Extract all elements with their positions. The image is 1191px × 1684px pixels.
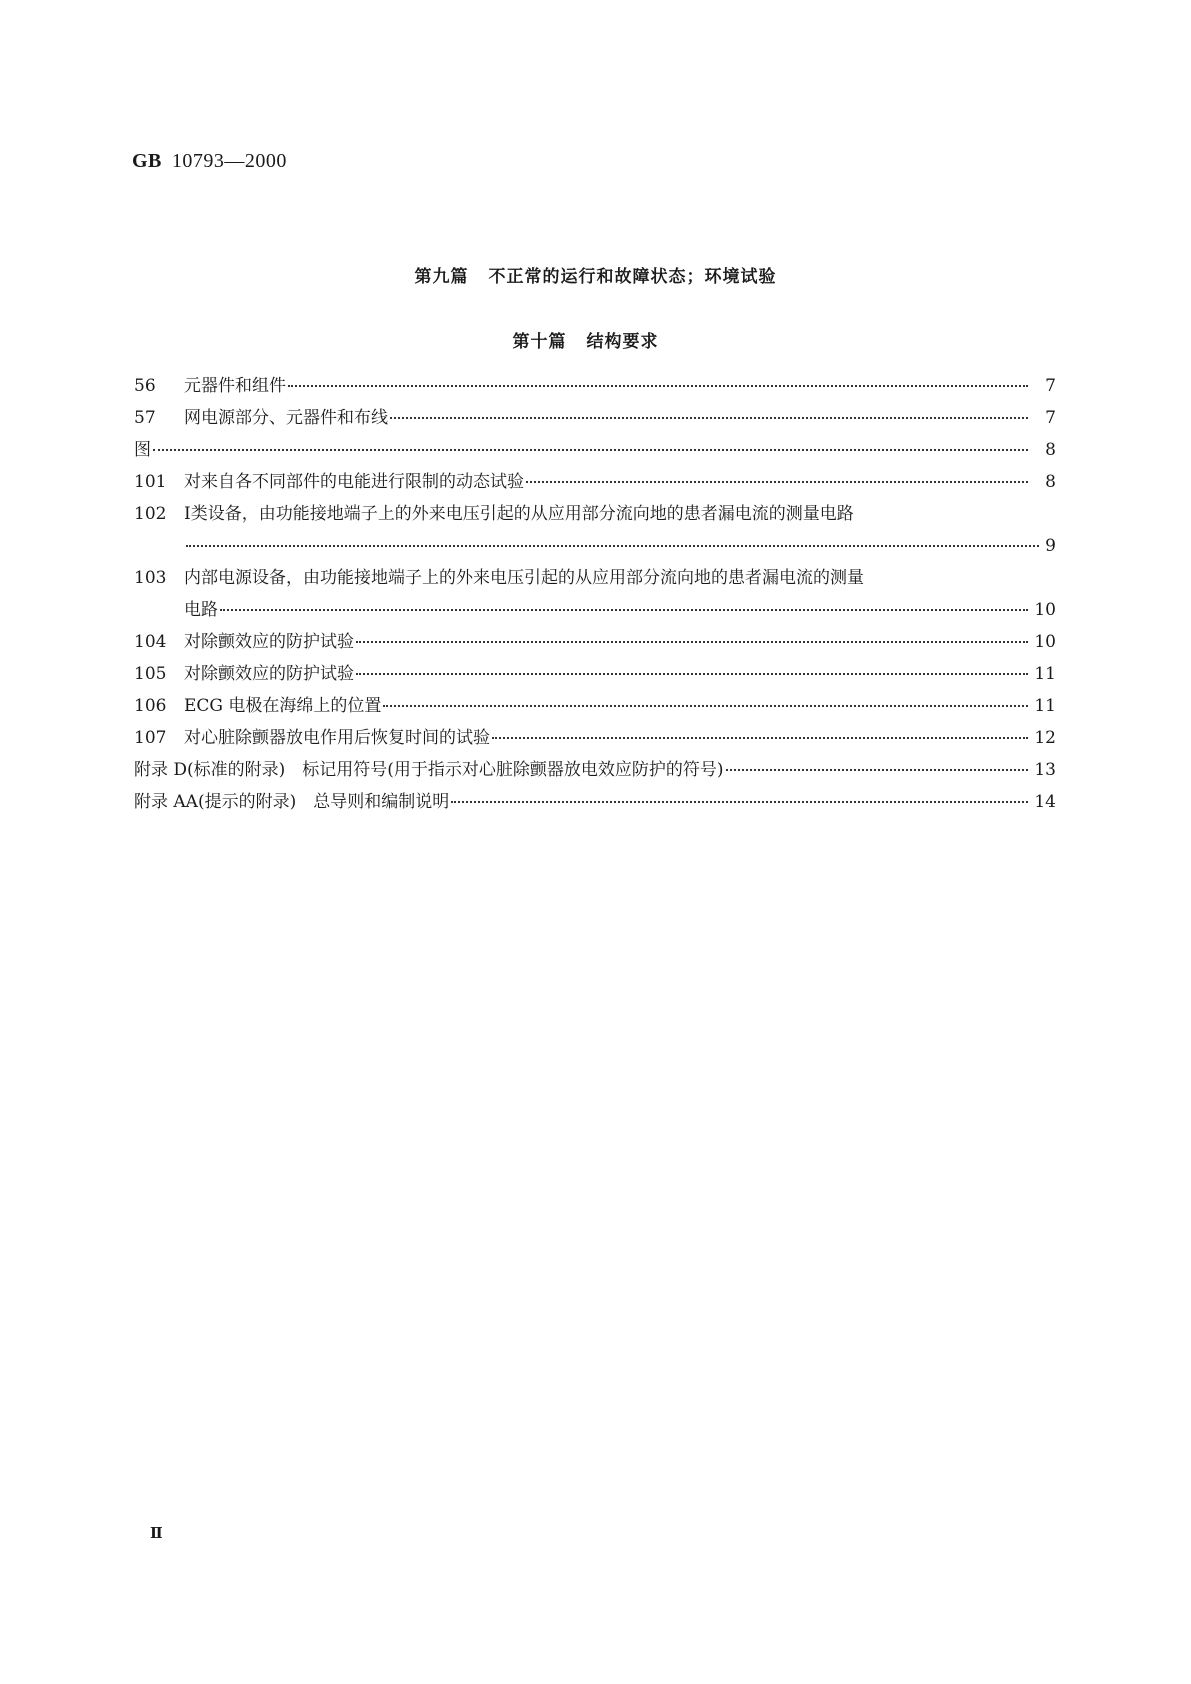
entry-page: 7 — [1045, 408, 1056, 428]
leader-dots — [186, 545, 1039, 547]
part-title: 结构要求 — [586, 332, 659, 352]
entry-page: 13 — [1034, 760, 1056, 780]
document-header — [132, 150, 287, 173]
entry-title-continued: 电路 — [184, 600, 218, 620]
entry-page: 11 — [1034, 664, 1056, 684]
standard-number: 10793—2000 — [171, 150, 287, 172]
leader-dots — [356, 673, 1028, 675]
entry-title: ECG 电极在海绵上的位置 — [184, 696, 382, 716]
toc-entry-appendix-d[interactable] — [134, 754, 1056, 786]
entry-page: 14 — [1034, 792, 1056, 812]
entry-page: 7 — [1045, 376, 1056, 396]
toc-entry[interactable] — [134, 402, 1056, 434]
entry-title: 对来自各不同部件的电能进行限制的动态试验 — [184, 472, 524, 492]
entry-number: 105 — [134, 664, 167, 684]
entry-number: 106 — [134, 696, 167, 716]
toc-entry-appendix-aa[interactable] — [134, 786, 1056, 818]
part-label: 第十篇 — [512, 332, 567, 352]
entry-number: 102 — [134, 504, 167, 524]
toc-entry[interactable] — [134, 434, 1056, 466]
entry-title: 对除颤效应的防护试验 — [184, 664, 354, 684]
leader-dots — [220, 609, 1028, 611]
leader-dots — [492, 737, 1028, 739]
part-ten-heading — [0, 327, 1181, 352]
leader-dots — [153, 449, 1028, 451]
entry-title: 对除颤效应的防护试验 — [184, 632, 354, 652]
toc-entry[interactable] — [134, 658, 1056, 690]
toc-entry[interactable] — [134, 562, 1056, 626]
entry-number: 107 — [134, 728, 167, 748]
entry-title: 附录 D(标准的附录) 标记用符号(用于指示对心脏除颤器放电效应防护的符号) — [134, 760, 724, 780]
entry-page: 8 — [1045, 440, 1056, 460]
toc-entry[interactable] — [134, 370, 1056, 402]
entry-number: 101 — [134, 472, 167, 492]
part-title: 不正常的运行和故障状态；环境试验 — [488, 267, 777, 287]
leader-dots — [383, 705, 1028, 707]
part-nine-heading — [0, 262, 1191, 287]
entry-title: 附录 AA(提示的附录) 总导则和编制说明 — [134, 792, 450, 812]
standard-prefix: GB — [132, 150, 162, 172]
leader-dots — [288, 385, 1028, 387]
toc-entry[interactable] — [134, 466, 1056, 498]
entry-number: 103 — [134, 568, 167, 588]
leader-dots — [356, 641, 1028, 643]
leader-dots — [390, 417, 1028, 419]
entry-title: 对心脏除颤器放电作用后恢复时间的试验 — [184, 728, 490, 748]
part-label: 第九篇 — [414, 267, 469, 287]
leader-dots — [726, 769, 1028, 771]
entry-title: Ⅰ类设备，由功能接地端子上的外来电压引起的从应用部分流向地的患者漏电流的测量电路 — [184, 504, 854, 524]
entry-page: 9 — [1045, 536, 1056, 556]
leader-dots — [526, 481, 1028, 483]
entry-page: 12 — [1034, 728, 1056, 748]
entry-title: 内部电源设备，由功能接地端子上的外来电压引起的从应用部分流向地的患者漏电流的测量 — [184, 568, 864, 588]
toc-entry[interactable] — [134, 722, 1056, 754]
page-number: Ⅱ — [150, 1524, 163, 1542]
entry-number: 56 — [134, 376, 156, 396]
leader-dots — [451, 801, 1028, 803]
entry-number: 104 — [134, 632, 167, 652]
entry-page: 8 — [1045, 472, 1056, 492]
entry-title: 元器件和组件 — [184, 376, 286, 396]
table-of-contents — [134, 370, 1056, 818]
toc-entry[interactable] — [134, 690, 1056, 722]
toc-entry[interactable] — [134, 498, 1056, 562]
entry-page: 10 — [1034, 600, 1056, 620]
entry-title: 网电源部分、元器件和布线 — [184, 408, 388, 428]
toc-entry[interactable] — [134, 626, 1056, 658]
entry-title: 图 — [134, 440, 151, 460]
entry-number: 57 — [134, 408, 156, 428]
entry-page: 11 — [1034, 696, 1056, 716]
entry-page: 10 — [1034, 632, 1056, 652]
